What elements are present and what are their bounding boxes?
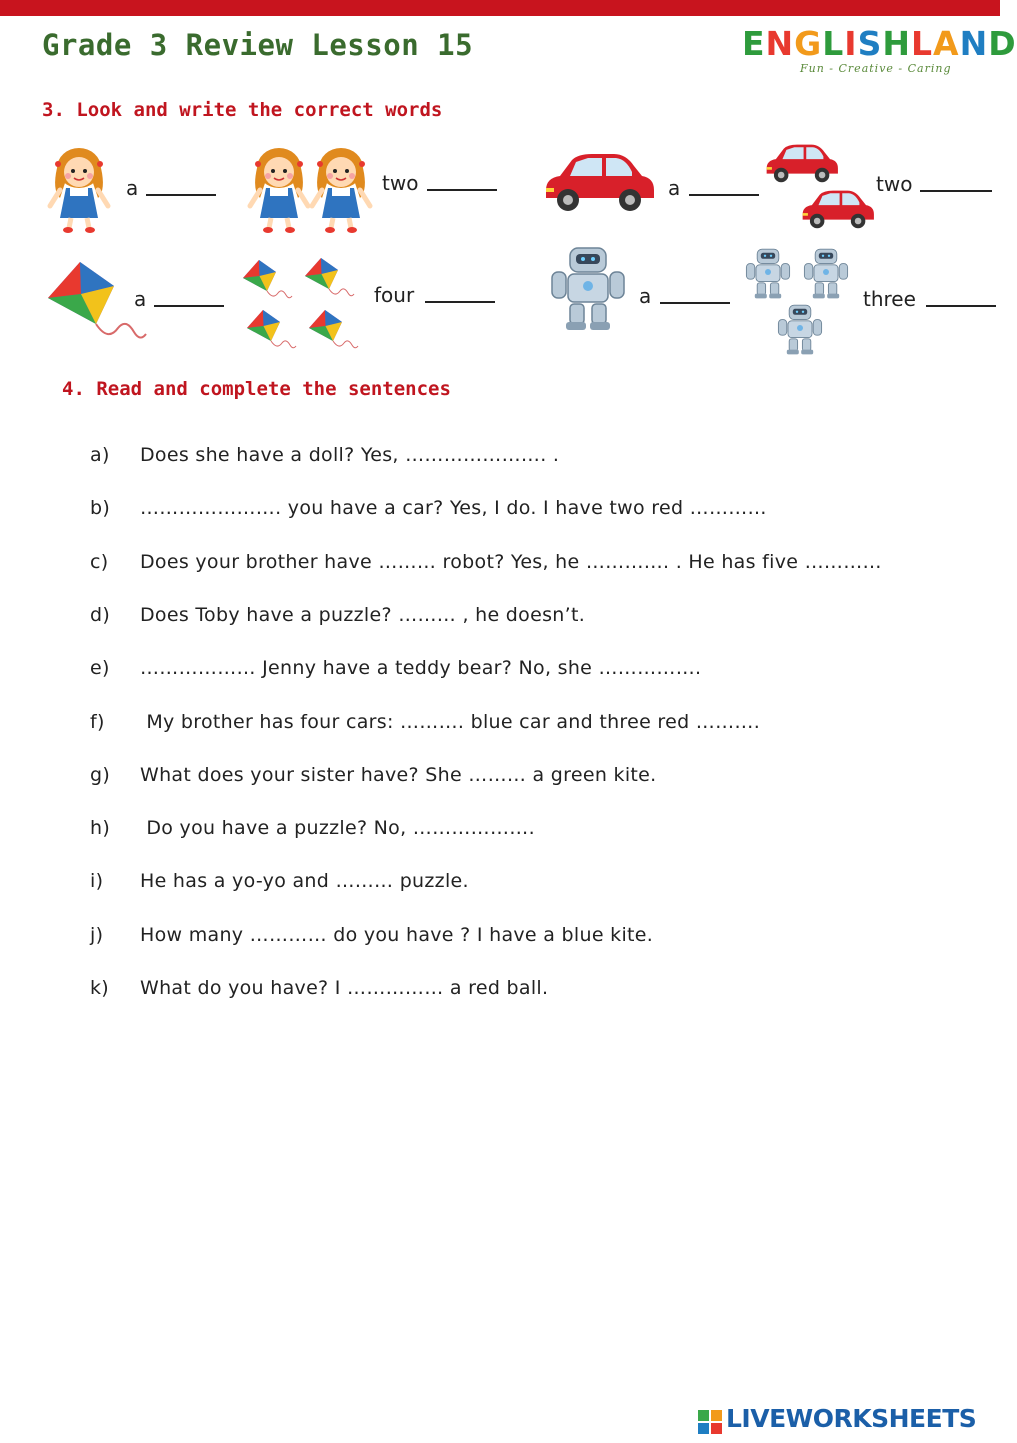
page-title: Grade 3 Review Lesson 15 [42, 28, 474, 62]
item-label-kite: a [134, 287, 147, 311]
sentence-text[interactable]: What does your sister have? She ……… a green kite. [140, 763, 657, 786]
logo-wordmark [742, 24, 1017, 64]
answer-blank-two-dolls[interactable] [427, 189, 497, 191]
four-kites-icon [242, 258, 382, 366]
sentence-letter: b) [90, 497, 111, 520]
sentence-row [90, 497, 970, 519]
sentence-row [90, 444, 970, 466]
logo-letter: I [844, 24, 858, 63]
sentence-letter: a) [90, 444, 110, 466]
item-label-doll: a [126, 176, 139, 200]
answer-blank-car[interactable] [689, 194, 759, 196]
logo-letter: L [910, 24, 934, 63]
answer-blank-three-robots[interactable] [926, 305, 996, 307]
logo-letter: S [857, 24, 883, 63]
sentence-text[interactable]: Do you have a puzzle? No, ………………. [140, 817, 535, 840]
sentence-row [90, 764, 970, 786]
sentence-text[interactable]: He has a yo-yo and ……… puzzle. [140, 870, 469, 893]
top-color-bar [0, 0, 1000, 16]
sentence-letter: c) [90, 550, 109, 573]
sentence-text[interactable]: Does she have a doll? Yes, …………………. . [140, 444, 560, 466]
logo-letter: N [765, 24, 795, 63]
sentence-text[interactable]: My brother has four cars: ………. blue car and three red ………. [140, 710, 761, 733]
logo-letter: H [882, 24, 911, 63]
logo-letter: N [959, 24, 989, 63]
answer-blank-two-cars[interactable] [920, 190, 992, 192]
sentence-row [90, 604, 970, 626]
doll-icon [44, 140, 114, 235]
answer-blank-four-kites[interactable] [425, 301, 495, 303]
sentence-text[interactable]: Does Toby have a puzzle? ……… , he doesn’t. [140, 603, 586, 626]
sentence-row [90, 551, 970, 573]
sentence-letter: g) [90, 763, 111, 786]
answer-blank-kite[interactable] [154, 305, 224, 307]
sentence-letter: e) [90, 657, 110, 680]
two-cars-icon [764, 142, 884, 234]
section-4-title: 4. Read and complete the sentences [62, 378, 451, 400]
sentence-letter: f) [90, 710, 105, 733]
robot-icon [548, 246, 628, 332]
section-3-title: 3. Look and write the correct words [42, 99, 443, 121]
liveworksheets-text: LIVEWORKSHEETS [726, 1404, 977, 1433]
sentence-row [90, 870, 970, 892]
logo-letter: G [794, 24, 823, 63]
answer-blank-doll[interactable] [146, 194, 216, 196]
logo-letter: E [742, 24, 766, 63]
sentence-letter: d) [90, 603, 111, 626]
two-dolls-icon [244, 140, 374, 235]
sentence-letter: k) [90, 977, 110, 999]
sentence-letter: h) [90, 817, 111, 840]
sentence-text[interactable]: …………………. you have a car? Yes, I do. I have two red ………… [140, 497, 767, 520]
sentence-row [90, 924, 970, 946]
logo-letter: L [822, 24, 845, 63]
liveworksheets-icon [698, 1410, 722, 1434]
item-label-two-dolls: two [382, 171, 419, 195]
item-label-car: a [668, 176, 681, 200]
answer-blank-robot[interactable] [660, 302, 730, 304]
sentence-text[interactable]: ……………… Jenny have a teddy bear? No, she ……………. [140, 657, 702, 680]
englishland-logo [742, 24, 1017, 80]
sentence-text[interactable]: Does your brother have ……… robot? Yes, he …………. . He has five ………… [140, 550, 882, 573]
sentence-text[interactable]: How many ………… do you have ? I have a blue kite. [140, 923, 654, 946]
item-label-robot: a [639, 284, 652, 308]
sentence-row [90, 657, 970, 679]
item-label-four-kites: four [374, 283, 415, 307]
logo-letter: A [933, 24, 960, 63]
sentence-row [90, 817, 970, 839]
item-label-two-cars: two [876, 172, 913, 196]
sentence-row [90, 711, 970, 733]
sentence-text[interactable]: What do you have? I …………… a red ball. [140, 977, 549, 999]
logo-tagline: Fun - Creative - Caring [800, 62, 952, 75]
liveworksheets-brand [698, 1404, 994, 1440]
sentence-letter: i) [90, 870, 104, 893]
three-robots-icon [744, 248, 856, 360]
car-icon [542, 150, 657, 215]
sentence-row [90, 977, 970, 999]
sentence-letter: j) [90, 923, 104, 946]
logo-letter: D [988, 24, 1017, 63]
item-label-three-robots: three [863, 287, 916, 311]
